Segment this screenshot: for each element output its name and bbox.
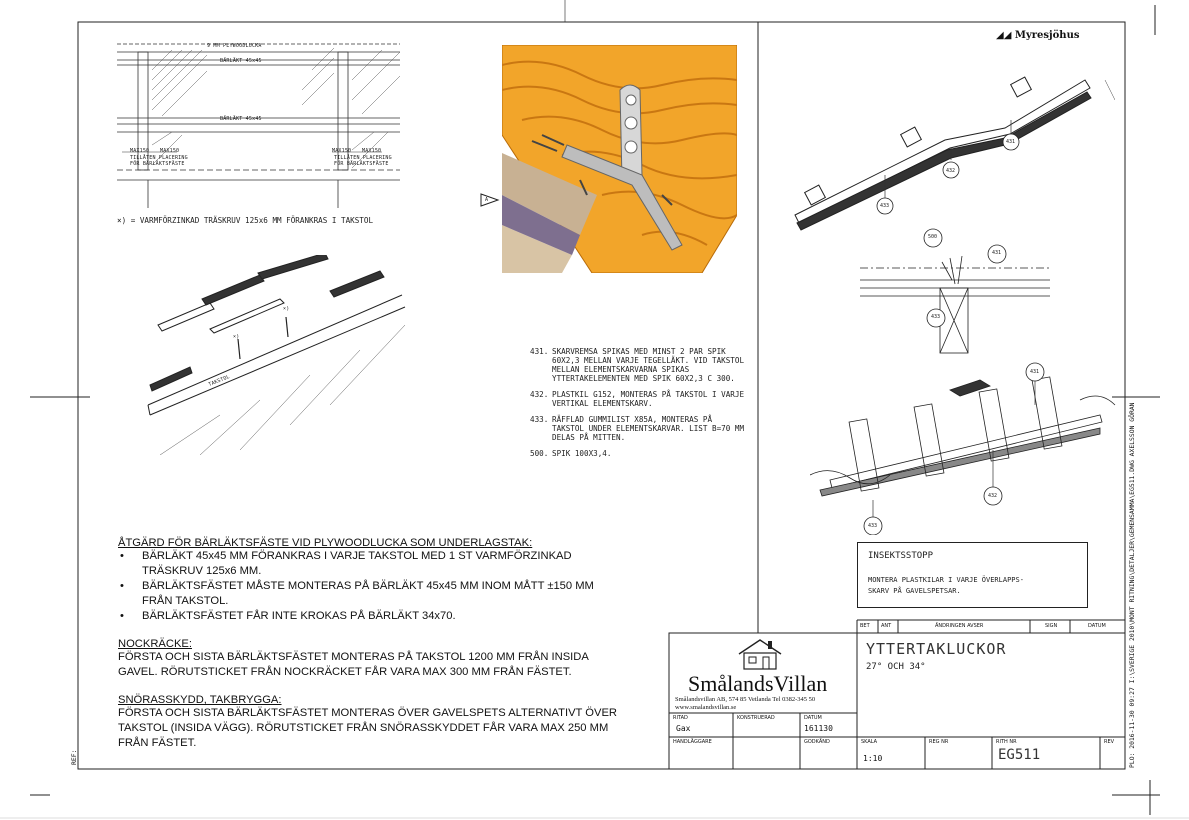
konstruerad-label: KONSTRUERAD <box>737 715 775 721</box>
callout-431: 431 <box>992 250 1002 256</box>
rev-col-ant: ANT <box>881 623 892 629</box>
rev-label: REV <box>1104 739 1115 745</box>
rafter-label: TAKSTOL <box>207 374 231 388</box>
callout-431: 431 <box>1030 369 1040 375</box>
insect-stop-text: MONTERA PLASTKILAR I VARJE ÖVERLAPPS- SKARV PÅ GAVELSPETSAR. <box>868 576 1024 595</box>
callout-433: 433 <box>880 203 890 209</box>
allowed-placement-right: TILLÅTEN PLACERING FÖR BÄRLÄKTSFÄSTE <box>334 155 392 167</box>
snow-guard-heading: SNÖRASSKYDD, TAKBRYGGA: <box>118 694 282 706</box>
skala-label: SKALA <box>861 739 878 745</box>
plot-info: PLO: 2016-11-30 09:27 I:\SVERIGE 2010\MONT RITNING\DETALJER\GEMENSAMMA\EG511.DWG AXELSSON GÖRAN <box>1128 402 1136 768</box>
note-432: 432. PLASTKIL G152, MONTERAS PÅ TAKSTOL I VARJE VERTIKAL ELEMENTSKARV. <box>530 390 745 408</box>
screw-marker: ×) <box>233 334 240 340</box>
ridge-heading: NOCKRÄCKE: <box>118 638 192 650</box>
handlaggare-label: HANDLÄGGARE <box>673 739 712 745</box>
drawing-title: YTTERTAKLUCKOR <box>866 640 1007 658</box>
rev-col-sign: SIGN <box>1045 623 1058 629</box>
ritad-value: Gax <box>676 724 691 733</box>
insect-stop-title: INSEKTSSTOPP <box>868 551 934 561</box>
note-431: 431. SKARVREMSA SPIKAS MED MINST 2 PAR SPIK 60X2,3 MELLAN VARJE TEGELLÄKT. VID TAKSTOL MELLAN ELEMENTSKARVARNA SPIKAS YTTERTAKELEMENTEN MED SPIK 60X2,3 C 300. <box>530 347 745 383</box>
ridge-text: FÖRSTA OCH SISTA BÄRLÄKTSFÄSTET MONTERAS PÅ TAKSTOL 1200 MM FRÅN INSIDA GAVEL. RÖRUTSTICKET FRÅN NOCKRÄCKET FÅR VARA MAX 300 MM FRÅN FÄSTET. <box>118 651 589 678</box>
batten-bottom-label: BÄRLÄKT 45x45 <box>220 116 262 122</box>
instructions-heading: ÅTGÄRD FÖR BÄRLÄKTSFÄSTE VID PLYWOODLUCKA SOM UNDERLAGSTAK: <box>118 537 533 549</box>
batten-top-label: BÄRLÄKT 45x45 <box>220 58 262 64</box>
ref-label: REF: <box>70 749 78 765</box>
company-address: Smålandsvillan AB, 574 85 Vetlanda Tel 0382-345 50 <box>675 696 816 703</box>
callout-432: 432 <box>988 493 998 499</box>
snow-guard-text: FÖRSTA OCH SISTA BÄRLÄKTSFÄSTET MONTERAS ÖVER GAVELSPETS ALTERNATIVT ÖVER TAKSTOL (INSIDA VÄGG). RÖRUTSTICKET FRÅN SNÖRASSKYDDET FÅR VARA MAX 250 MM FRÅN FÄSTET. <box>118 707 617 749</box>
allowed-placement-left: TILLÅTEN PLACERING FÖR BÄRLÄKTSFÄSTE <box>130 155 188 167</box>
callout-433: 433 <box>868 523 878 529</box>
rev-col-bet: BET <box>860 623 870 629</box>
rev-col-change: ÄNDRINGEN AVSER <box>935 623 984 629</box>
rith-nr-value: EG511 <box>998 747 1041 763</box>
screw-note: ×) = VARMFÖRZINKAD TRÄSKRUV 125x6 MM FÖRANKRAS I TAKSTOL <box>117 216 374 225</box>
max150-label: MAX150 <box>362 148 382 154</box>
list-item: • BÄRLÄKTSFÄSTET FÅR INTE KROKAS PÅ BÄRLÄKT 34x70. <box>142 609 618 624</box>
datum-value: 161130 <box>804 724 833 733</box>
skala-value: 1:10 <box>863 754 883 763</box>
plywood-label: 9 MM PLYWOODLUCKA <box>207 43 262 49</box>
ritad-label: RITAD <box>673 715 688 721</box>
rith-nr-label: RITH NR <box>996 739 1017 745</box>
brand-logo: ◢◢ Myresjöhus <box>996 30 1080 41</box>
max150-label: MAX150 <box>160 148 180 154</box>
callout-433: 433 <box>931 314 941 320</box>
max150-label: MAX150 <box>130 148 150 154</box>
list-item: • BÄRLÄKT 45x45 MM FÖRANKRAS I VARJE TAKSTOL MED 1 ST VARMFÖRZINKAD TRÄSKRUV 125x6 MM. <box>142 549 618 579</box>
reg-nr-label: REG NR <box>929 739 949 745</box>
list-item: • BÄRLÄKTSFÄSTET MÅSTE MONTERAS PÅ BÄRLÄKT 45x45 MM INOM MÅTT ±150 MM FRÅN TAKSTOL. <box>142 579 618 609</box>
datum-label: DATUM <box>804 715 822 721</box>
godkand-label: GODKÄND <box>804 739 830 745</box>
note-433: 433. RÄFFLAD GUMMILIST X85A, MONTERAS PÅ TAKSTOL UNDER ELEMENTSKARVAR. LIST B=70 MM DELAS PÅ MITTEN. <box>530 415 745 442</box>
note-500: 500. SPIK 100X3,4. <box>530 449 612 458</box>
screw-marker: ×) <box>283 306 290 312</box>
company-website: www.smalandsvillan.se <box>675 704 737 711</box>
callout-432: 432 <box>946 168 956 174</box>
callout-500: 500 <box>928 234 938 240</box>
callout-431: 431 <box>1006 139 1016 145</box>
max150-label: MAX150 <box>332 148 352 154</box>
triangle-logo-icon: ◢◢ <box>996 30 1012 41</box>
company-logo-text: SmålandsVillan <box>688 671 828 696</box>
rev-col-datum: DATUM <box>1088 623 1106 629</box>
drawing-subtitle: 27° OCH 34° <box>866 662 926 672</box>
direction-marker-label: A <box>485 197 489 203</box>
house-logo-icon <box>735 638 785 672</box>
